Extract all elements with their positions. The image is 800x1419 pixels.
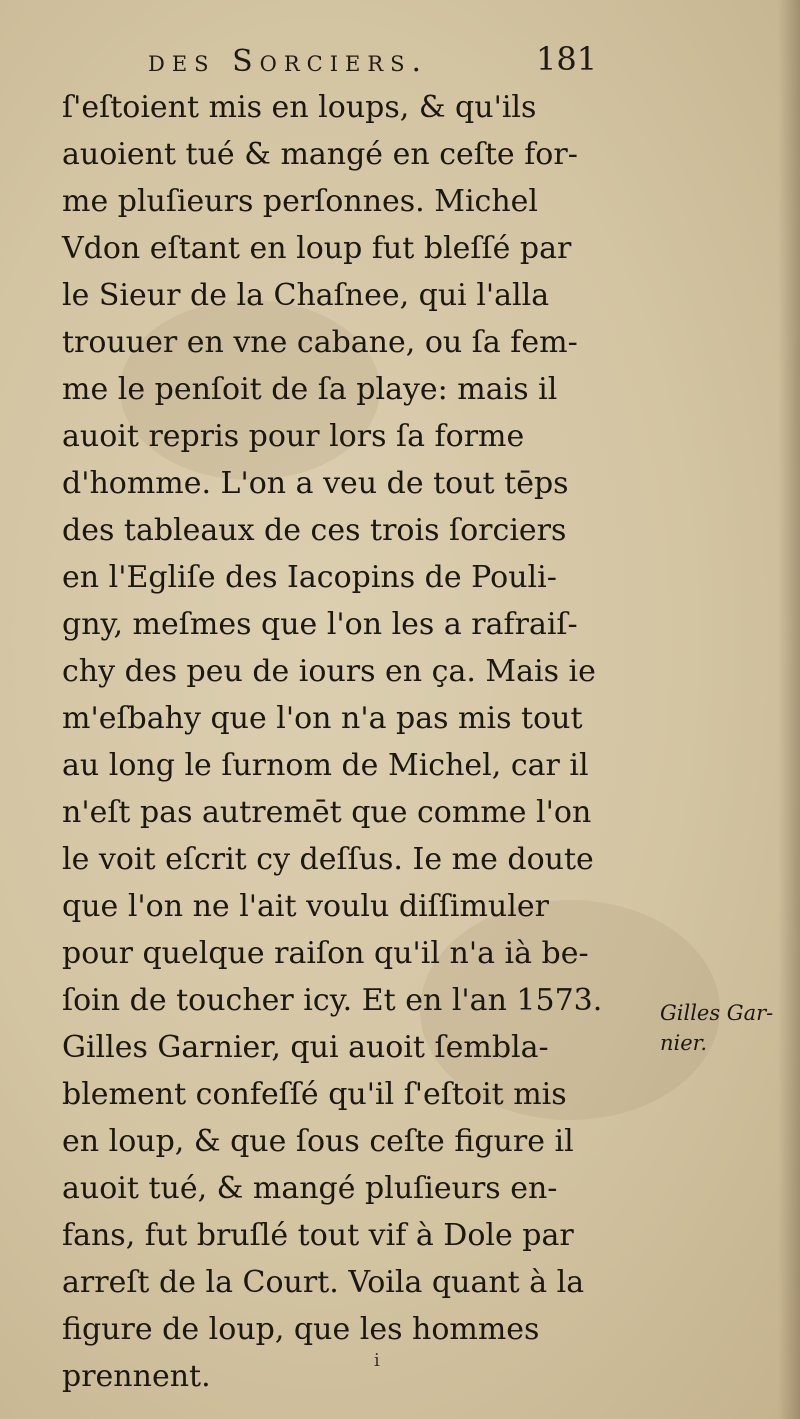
text-line: figure de loup, que les hommes [62, 1312, 540, 1347]
text-line: me le penſoit de ſa playe: mais il [62, 372, 558, 407]
marginal-note-line: Gilles Gar- [660, 1001, 774, 1025]
body-text [62, 84, 662, 1400]
text-line: Vdon eſtant en loup fut bleſſé par [62, 231, 572, 266]
text-line: me pluſieurs perſonnes. Michel [62, 184, 539, 219]
page-header [148, 40, 608, 90]
text-line: blement confeſſé qu'il ſ'eſtoit mis [62, 1077, 567, 1112]
text-line: en l'Egliſe des Iacopins de Pouli- [62, 560, 557, 595]
running-head: des Sorciers. [148, 44, 429, 79]
text-line: auoit tué, & mangé pluſieurs en- [62, 1171, 558, 1206]
text-line: des tableaux de ces trois ſorciers [62, 513, 567, 548]
text-line: n'eſt pas autremēt que comme l'on [62, 795, 592, 830]
text-line: d'homme. L'on a veu de tout tēps [62, 466, 569, 501]
text-line: au long le ſurnom de Michel, car il [62, 748, 589, 783]
text-line: auoit repris pour lors ſa forme [62, 419, 525, 454]
text-line: fans, fut bruſlé tout vif à Dole par [62, 1218, 574, 1253]
marginal-note-line: nier. [660, 1031, 708, 1055]
text-line: que l'on ne l'ait voulu diſſimuler [62, 889, 549, 924]
text-line: chy des peu de iours en ça. Mais ie [62, 654, 596, 689]
bottom-mark: i [374, 1350, 380, 1371]
text-line: le Sieur de la Chaſnee, qui l'alla [62, 278, 550, 313]
text-line: ſ'eſtoient mis en loups, & qu'ils [62, 90, 537, 125]
text-line: trouuer en vne cabane, ou ſa fem- [62, 325, 578, 360]
text-line: arreſt de la Court. Voila quant à la [62, 1265, 585, 1300]
text-line: gny, meſmes que l'on les a rafraiſ- [62, 607, 578, 642]
page-edge-shadow [778, 0, 800, 1419]
text-line: m'eſbahy que l'on n'a pas mis tout [62, 701, 583, 736]
text-line: prennent. [62, 1359, 211, 1394]
text-line: Gilles Garnier, qui auoit ſembla- [62, 1030, 549, 1065]
text-line: ſoin de toucher icy. Et en l'an 1573. [62, 983, 603, 1018]
page-number: 181 [536, 40, 598, 78]
text-line: pour quelque raiſon qu'il n'a ià be- [62, 936, 589, 971]
text-line: auoient tué & mangé en ceſte for- [62, 137, 578, 172]
marginal-note [660, 998, 790, 1058]
text-line: en loup, & que ſous ceſte figure il [62, 1124, 574, 1159]
text-line: le voit eſcrit cy deſſus. Ie me doute [62, 842, 594, 877]
